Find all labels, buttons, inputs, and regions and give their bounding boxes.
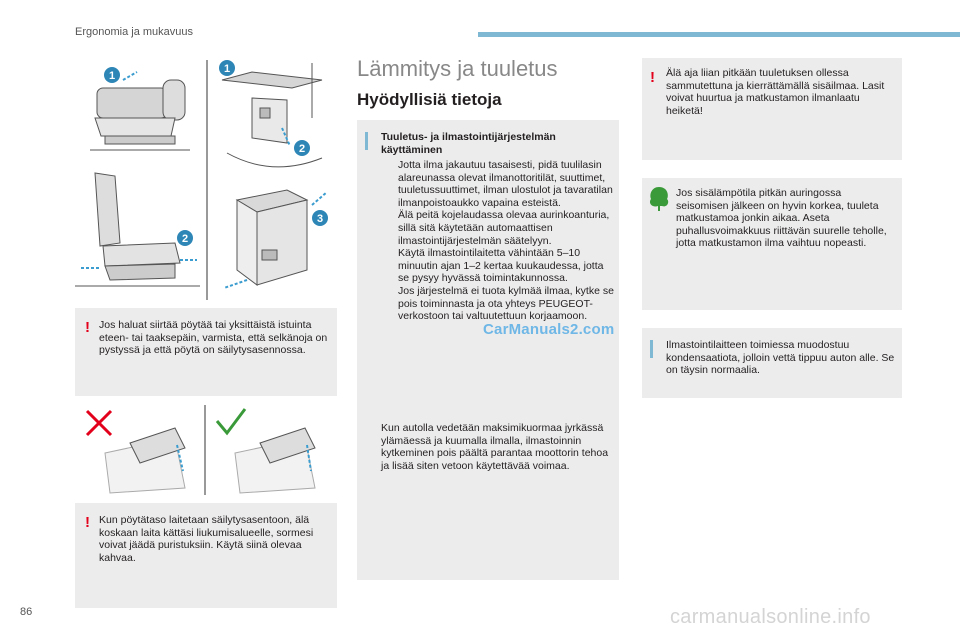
list-item: Jotta ilma jakautuu tasaisesti, pidä tuulilasin alareunassa olevat ilmanottoritilät, suuttimet, tuuletussuuttimet, ilman ulostulot ja tavaratilan ilmanpoistoaukko vapaina esteistä. [381,159,617,209]
bullet-symbol [381,247,398,285]
info-box-ventilation [357,120,619,580]
warning-box-recirculation [642,58,902,160]
bullet-symbol [381,159,398,209]
header-accent-bar [478,32,960,37]
warning-box-storage [75,503,337,608]
list-item: Älä peitä kojelaudassa olevaa aurinkoanturia, sillä sitä käytetään automaattisen ilmastointijärjestelmän säätelyyn. [381,209,617,247]
correct-check-icon [217,409,245,433]
info-text: Ilmastointilaitteen toimiessa muodostuu kondensaatiota, jolloin vettä tippuu auton alle. Se on täysin normaalia. [666,339,895,377]
info-icon [650,340,653,358]
list-item: Käytä ilmastointilaitetta vähintään 5–10 minuutin ajan 1–2 kertaa kuukaudessa, jotta se pysyy hyvässä toimintakunnossa. [381,247,617,285]
leaf-icon [648,186,670,212]
info-box-condensation [642,328,902,398]
seat-table-illustration-1 [75,58,205,163]
incorrect-cross-icon [87,411,111,435]
list-item: Jos järjestelmä ei tuota kylmää ilmaa, kytke se pois toiminnasta ja ota yhteys PEUGEOT-verkostoon tai valtuutettuun korjaamoon. [381,285,617,323]
overlay-watermark: CarManuals2.com [483,321,615,338]
bullet-symbol [381,209,398,247]
closing-paragraph: Kun autolla vedetään maksimikuormaa jyrkässä ylämäessä ja kuumalla ilmalla, ilmastoinnin kytkeminen pois päältä parantaa moottorin tehoa ja lisää siten vetoon käytettävää voimaa. [381,422,609,472]
subtitle: Hyödyllisiä tietoja [357,90,502,109]
header-section-title: Ergonomia ja mukavuus [75,26,194,38]
illustration-label: 1 [223,63,231,75]
illustration-label: 1 [108,70,116,82]
warning-icon: ! [85,319,90,336]
hand-position-illustrations [75,403,337,495]
bullet-list [381,159,617,323]
warning-text: Jos haluat siirtää pöytää tai yksittäistä istuinta eteen- tai taaksepäin, varmista, että selkänoja on pystyssä ja että pöytä on säilytysasennossa. [99,319,328,357]
warning-icon: ! [650,69,655,86]
eco-text: Jos sisälämpötila pitkän auringossa seisomisen jälkeen on hyvin korkea, tuuleta matkustamoa jonkin aikaa. Aseta puhallusvoimakkuus riittävän suurelle teholle, jotta matkustamon ilma vaihtuu nopeasti. [676,187,887,250]
illustration-label: 2 [181,233,189,245]
warning-icon: ! [85,514,90,531]
section-title: Lämmitys ja tuuletus [357,56,558,81]
illustration-label: 3 [316,213,324,225]
info-box-title: Tuuletus- ja ilmastointijärjestelmän käyttäminen [381,131,556,156]
illustration-label: 2 [298,143,306,155]
warning-box-table [75,308,337,396]
warning-text: Kun pöytätaso laitetaan säilytysasentoon, älä koskaan laita kättäsi liukumisalueelle, sormesi voivat jäädä puristuksiin. Käytä siinä olevaa kahvaa. [99,514,314,564]
eco-box-cabin-air [642,178,902,310]
page-number: 86 [20,606,33,618]
seat-table-illustration-2 [212,58,337,188]
warning-text: Älä aja liian pitkään tuuletuksen ollessa sammutettuna ja kierrättämällä sisäilmaa. Lasit voivat huurtua ja matkustamon ilmanlaatu heiketä! [666,67,885,117]
footer-watermark: carmanualsonline.info [670,606,871,628]
info-icon [365,132,368,150]
seat-illustration-3 [75,168,205,298]
cabinet-illustration-4 [212,170,337,300]
bullet-symbol [381,285,398,323]
illustration-divider [206,60,208,300]
